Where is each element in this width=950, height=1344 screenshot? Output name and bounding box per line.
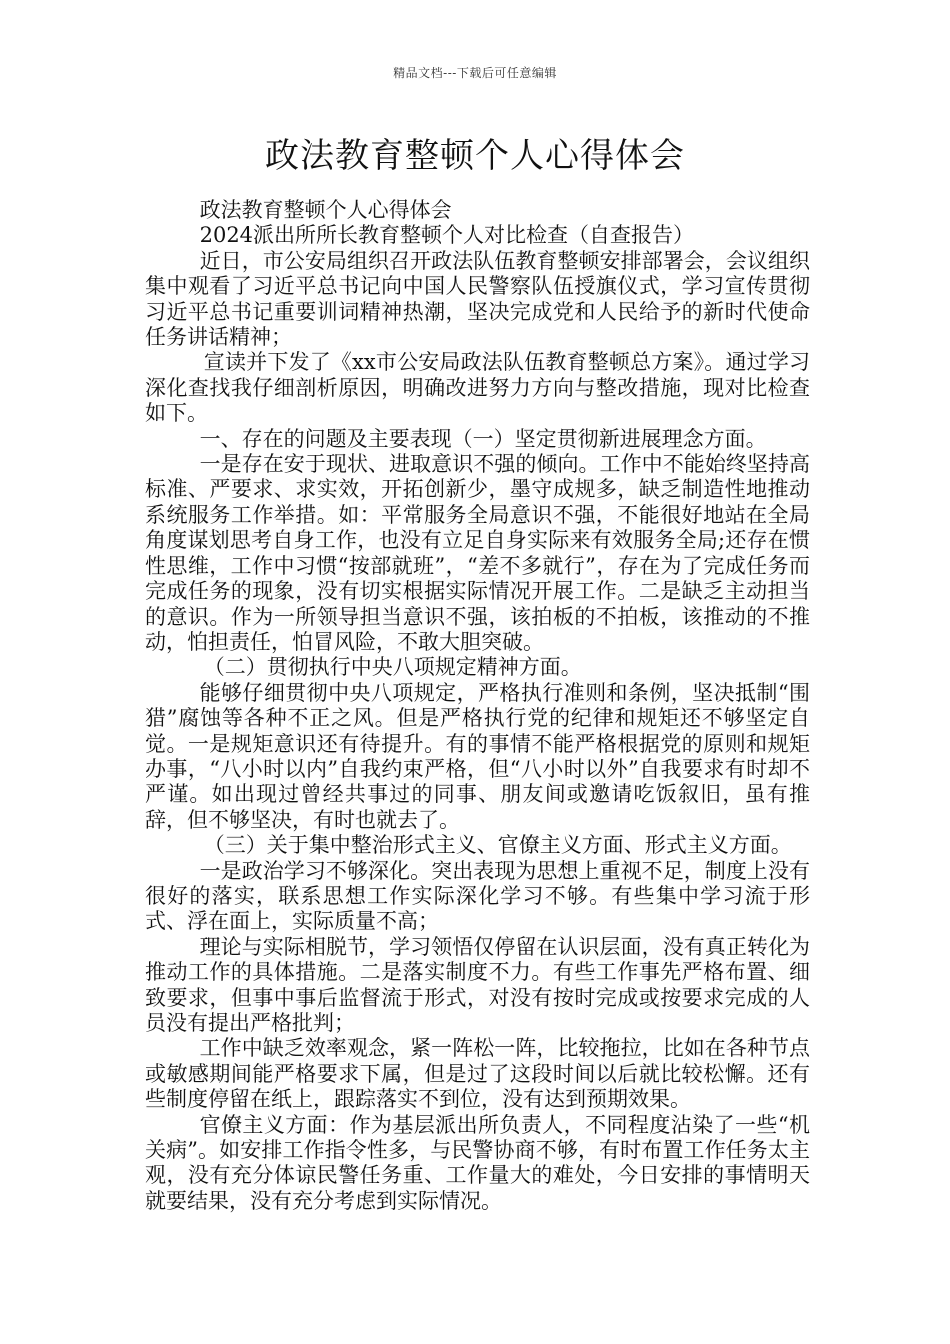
paragraph: 一是政治学习不够深化。突出表现为思想上重视不足，制度上没有很好的落实，联系思想工作实际深化学习不够。有些集中学习流于形式、浮在面上，实际质量不高；: [145, 858, 810, 934]
header-note: 精品文档---下载后可任意编辑: [393, 66, 557, 80]
document-title: 政法教育整顿个人心得体会: [265, 136, 685, 176]
document-body: [145, 198, 810, 1214]
paragraph: 一、存在的问题及主要表现（一）坚定贯彻新进展理念方面。: [199, 426, 767, 451]
paragraph: 理论与实际相脱节，学习领悟仅停留在认识层面，没有真正转化为推动工作的具体措施。二是落实制度不力。有些工作事先严格布置、细致要求，但事中事后监督流于形式，对没有按时完成或按要求完成的人员没有提出严格批判；: [145, 934, 810, 1035]
paragraph: 工作中缺乏效率观念，紧一阵松一阵，比较拖拉，比如在各种节点或敏感期间能严格要求下属，但是过了这段时间以后就比较松懈。还有些制度停留在纸上，跟踪落实不到位，没有达到预期效果。: [145, 1036, 810, 1112]
paragraph: 近日，市公安局组织召开政法队伍教育整顿安排部署会，会议组织集中观看了习近平总书记向中国人民警察队伍授旗仪式，学习宣传贯彻习近平总书记重要训词精神热潮，坚决完成党和人民给予的新时代使命任务讲话精神；: [145, 248, 810, 350]
paragraph: （二）贯彻执行中央八项规定精神方面。: [203, 655, 582, 680]
paragraph: 官僚主义方面：作为基层派出所负责人，不同程度沾染了一些“机关病”。如安排工作指令性多，与民警协商不够，有时布置工作任务太主观，没有充分体谅民警任务重、工作量大的难处，今日安排的事情明天就要结果，没有充分考虑到实际情况。: [145, 1112, 810, 1213]
paragraph: （三）关于集中整治形式主义、官僚主义方面、形式主义方面。: [203, 833, 792, 858]
paragraph: 宣读并下发了《xx市公安局政法队伍教育整顿总方案》。通过学习深化查找我仔细剖析原因，明确改进努力方向与整改措施，现对比检查如下。: [145, 350, 810, 426]
paragraph: 2024派出所所长教育整顿个人对比检查（自查报告）: [199, 223, 695, 248]
paragraph: 能够仔细贯彻中央八项规定，严格执行准则和条例，坚决抵制“围猎”腐蚀等各种不正之风。但是严格执行党的纪律和规矩还不够坚定自觉。一是规矩意识还有待提升。有的事情不能严格根据党的原则和规矩办事，“八小时以内”自我约束严格，但“八小时以外”自我要求有时却不严谨。如出现过曾经共事过的同事、朋友间或邀请吃饭叙旧，虽有推辞，但不够坚决，有时也就去了。: [145, 680, 810, 832]
paragraph: 一是存在安于现状、进取意识不强的倾向。工作中不能始终坚持高标准、严要求、求实效，开拓创新少，墨守成规多，缺乏制造性地推动系统服务工作举措。如：平常服务全局意识不强，不能很好地站在全局角度谋划思考自身工作，也没有立足自身实际来有效服务全局;还存在惯性思维，工作中习惯“按部就班”，“差不多就行”，存在为了完成任务而完成任务的现象，没有切实根据实际情况开展工作。二是缺乏主动担当的意识。作为一所领导担当意识不强，该拍板的不拍板，该推动的不推动，怕担责任，怕冒风险，不敢大胆突破。: [145, 452, 810, 654]
paragraph: 政法教育整顿个人心得体会: [199, 198, 452, 222]
